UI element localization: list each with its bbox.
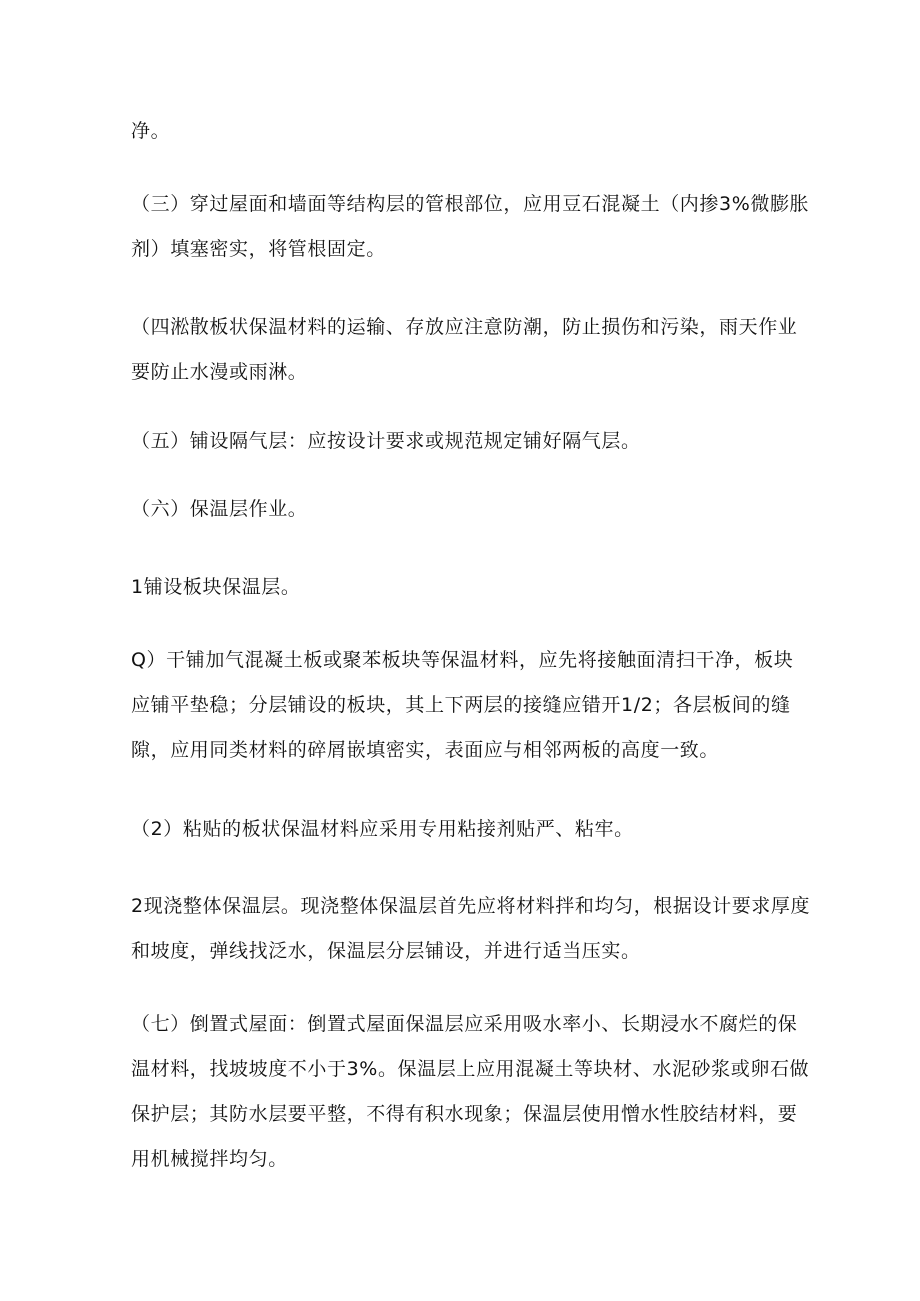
paragraph-10: （七）倒置式屋面：倒置式屋面保温层应采用吸水率小、长期浸水不腐烂的保温材料，找坡坡度不小于3%。保温层上应用混凝土等块材、水泥砂浆或卵石做保护层；其防水层要平整，不得有积水现象；保温层使用憎水性胶结材料，要用机械搅拌均匀。 [131, 1013, 810, 1170]
paragraph-9: 2现浇整体保温层。现浇整体保温层首先应将材料拌和均匀，根据设计要求厚度和坡度，弹线找泛水，保温层分层铺设，并进行适当压实。 [131, 895, 811, 962]
paragraph-7: Q）干铺加气混凝土板或聚苯板块等保温材料，应先将接触面清扫干净，板块应铺平垫稳；分层铺设的板块，其上下两层的接缝应错开1/2；各层板间的缝隙，应用同类材料的碎屑嵌填密实，表面应与相邻两板的高度一致。 [131, 649, 794, 761]
paragraph-6: 1铺设板块保温层。 [131, 576, 301, 598]
paragraph-5: （六）保温层作业。 [131, 498, 308, 520]
paragraph-1: 净。 [131, 120, 171, 142]
paragraph-8: （2）粘贴的板状保温材料应采用专用粘接剂贴严、粘牢。 [131, 818, 634, 840]
paragraph-3: （四淞散板状保温材料的运输、存放应注意防潮，防止损伤和污染，雨天作业要防止水漫或雨淋。 [131, 316, 798, 383]
paragraph-2: （三）穿过屋面和墙面等结构层的管根部位，应用豆石混凝土（内掺3%微膨胀剂）填塞密实，将管根固定。 [131, 193, 810, 260]
paragraph-4: （五）铺设隔气层：应按设计要求或规范规定铺好隔气层。 [131, 430, 641, 452]
